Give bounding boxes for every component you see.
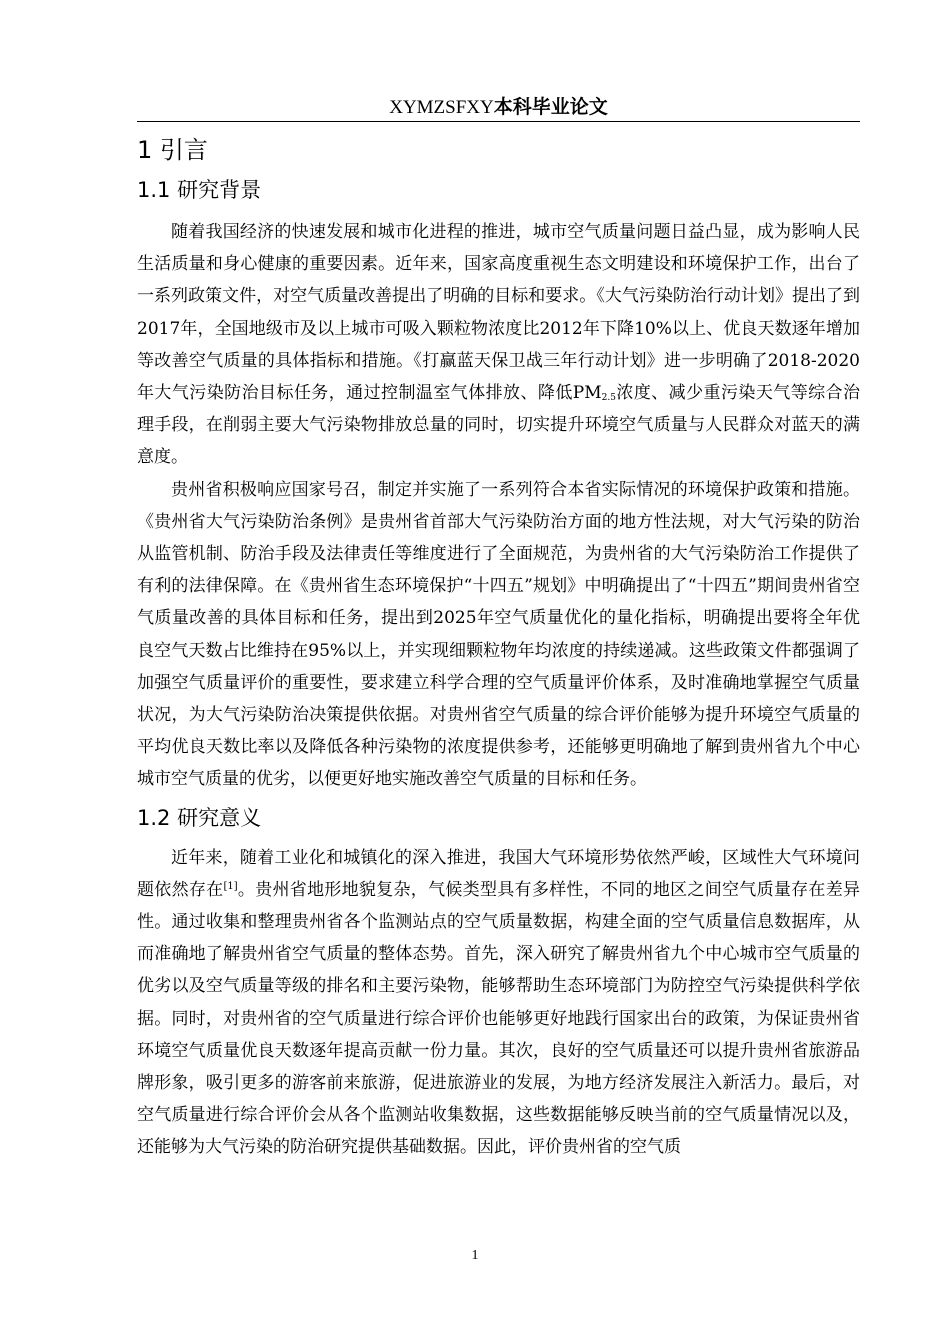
body-content [137, 128, 860, 1164]
header-thesis-type: 本科毕业论文 [493, 96, 608, 118]
paragraph-background-2: 贵州省积极响应国家号召，制定并实施了一系列符合本省实际情况的环境保护政策和措施。《贵州省大气污染防治条例》是贵州省首部大气污染防治方面的地方性法规，对大气污染的防治从监管机制、防治手段及法律责任等维度进行了全面规范，为贵州省的大气污染防治工作提供了有利的法律保障。在《贵州省生态环境保护“十四五”规划》中明确提出了“十四五”期间贵州省空气质量改善的具体目标和任务，提出到2025年空气质量优化的量化指标，明确提出要将全年优良空气天数占比维持在95%以上，并实现细颗粒物年均浓度的持续递减。这些政策文件都强调了加强空气质量评价的重要性，要求建立科学合理的空气质量评价体系，及时准确地掌握空气质量状况，为大气污染防治决策提供依据。对贵州省空气质量的综合评价能够为提升环境空气质量的平均优良天数比率以及降低各种污染物的浓度提供参考，还能够更明确地了解到贵州省九个中心城市空气质量的优劣，以便更好地实施改善空气质量的目标和任务。 [137, 479, 860, 790]
header-rule [137, 121, 860, 122]
paragraph-significance-1: 近年来，随着工业化和城镇化的深入推进，我国大气环境形势依然严峻，区域性大气环境问题依然存在[1]。贵州省地形地貌复杂，气候类型具有多样性，不同的地区之间空气质量存在差异性。通过收集和整理贵州省各个监测站点的空气质量数据，构建全面的空气质量信息数据库，从而准确地了解贵州省空气质量的整体态势。首先，深入研究了解贵州省九个中心城市空气质量的优劣以及空气质量等级的排名和主要污染物，能够帮助生态环境部门为防控空气污染提供科学依据。同时，对贵州省的空气质量进行综合评价也能够更好地践行国家出台的政策，为保证贵州省环境空气质量优良天数逐年提高贡献一份力量。其次，良好的空气质量还可以提升贵州省旅游品牌形象，吸引更多的游客前来旅游，促进旅游业的发展，为地方经济发展注入新活力。最后，对空气质量进行综合评价会从各个监测站收集数据，这些数据能够反映当前的空气质量情况以及，还能够为大气污染的防治研究提供基础数据。因此，评价贵州省的空气质 [137, 847, 861, 1158]
subsection-heading-background: 1.1 研究背景 [137, 178, 262, 202]
paragraph-background-1: 随着我国经济的快速发展和城市化进程的推进，城市空气质量问题日益凸显，成为影响人民生活质量和身心健康的重要因素。近年来，国家高度重视生态文明建设和环境保护工作，出台了一系列政策文件，对空气质量改善提出了明确的目标和要求。《大气污染防治行动计划》提出了到2017年，全国地级市及以上城市可吸入颗粒物浓度比2012年下降10%以上、优良天数逐年增加等改善空气质量的具体指标和措施。《打赢蓝天保卫战三年行动计划》进一步明确了2018-2020年大气污染防治目标任务，通过控制温室气体排放、降低$PM_{2.5}$浓度、减少重污染天气等综合治理手段，在削弱主要大气污染物排放总量的同时，切实提升环境空气质量与人民群众对蓝天的满意度。 [137, 222, 860, 468]
header-school-code: XYMZSFXY [389, 97, 494, 118]
page-number: 1 [471, 1248, 479, 1263]
pm-subscript: 2.5 [601, 393, 616, 404]
running-header [137, 94, 860, 122]
section-heading-introduction: 1 引言 [137, 136, 208, 164]
citation-reference: [1] [223, 880, 238, 892]
subsection-heading-significance: 1.2 研究意义 [137, 805, 262, 830]
